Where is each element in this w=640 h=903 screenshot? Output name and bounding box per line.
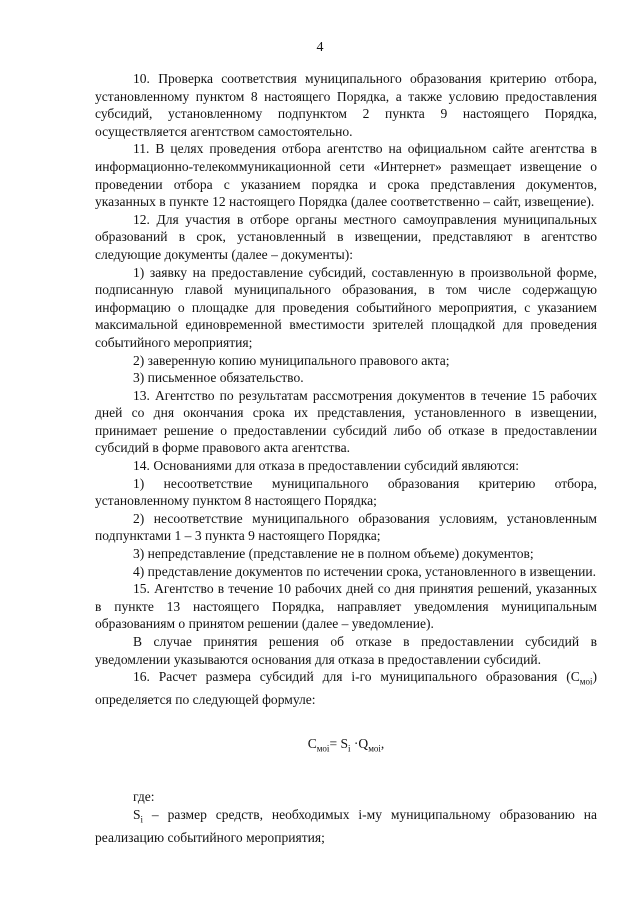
paragraph-13: 13. Агентство по результатам рассмотрения документов в течение 15 рабочих дней со дня окончания срока их представления, установленного в извещении, принимает решение о предоставлении субсидий либо об отказе в предоставлении субсидий в форме правового акта агентства. <box>95 387 597 456</box>
paragraph-14-item-3: 3) непредставление (представление не в полном объеме) документов; <box>133 546 534 562</box>
formula-dot-q: ·Q <box>350 736 369 752</box>
formula-s-sub: i <box>348 743 351 754</box>
formula-eq: = S <box>329 736 348 752</box>
p16-subscript: мoi <box>579 676 593 687</box>
formula-c-sub: мoi <box>316 743 330 754</box>
p16-text-after: ) определяется по следующей формуле: <box>95 669 597 708</box>
formula-q-sub: мoi <box>368 743 381 754</box>
paragraph-12-item-3: 3) письменное обязательство. <box>133 370 304 386</box>
paragraph-11: 11. В целях проведения отбора агентство на официальном сайте агентства в информационно-телекоммуникационной сети «Интернет» размещает извещение о проведении отбора с указанием порядка и срока представления документов, указанных в пункте 12 настоящего Порядка (далее соответственно – сайт, извещение). <box>95 141 597 210</box>
paragraph-12: 12. Для участия в отборе органы местного самоуправления муниципальных образований в срок, установленный в извещении, представляют в агентство следующие документы (далее – документы): <box>95 211 597 262</box>
paragraph-15-refusal: В случае принятия решения об отказе в предоставлении субсидий в уведомлении указываются основания для отказа в предоставлении субсидий. <box>95 634 597 667</box>
paragraph-14-item-2: 2) несоответствие муниципального образования условиям, установленным подпунктами 1 – 3 пункта 9 настоящего Порядка; <box>95 510 597 544</box>
paragraph-16 <box>95 668 597 709</box>
document-body <box>95 70 597 847</box>
paragraph-12-item-1: 1) заявку на предоставление субсидий, составленную в произвольной форме, подписанную главой муниципального образования, в том числе содержащую информацию о площадке для проведения событийного мероприятия, с указанием максимальной единовременной вместимости зрителей площадкой для проведения событийного мероприятия; <box>95 264 597 350</box>
subsidy-formula <box>95 735 597 758</box>
paragraph-15: 15. Агентство в течение 10 рабочих дней со дня принятия решений, указанных в пункте 13 настоящего Порядка, направляет уведомления муниципальным образованиям о принятом решении (далее – уведомление). <box>95 581 597 632</box>
paragraph-10: 10. Проверка соответствия муниципального образования критерию отбора, установленному пунктом 8 настоящего Порядка, а также условию предоставления субсидий, установленному подпунктом 2 пункта 9 настоящего Порядка, осуществляется агентством самостоятельно. <box>95 71 597 139</box>
paragraph-14: 14. Основаниями для отказа в предоставлении субсидий являются: <box>133 458 519 474</box>
where-label: где: <box>133 789 155 805</box>
si-symbol: S <box>133 806 141 822</box>
page-number: 4 <box>316 40 324 55</box>
si-subscript: i <box>140 814 144 825</box>
formula-end: , <box>380 736 385 752</box>
paragraph-14-item-1: 1) несоответствие муниципального образования критерию отбора, установленному пунктом 8 настоящего Порядка; <box>95 475 597 509</box>
p16-text-before: 16. Расчет размера субсидий для i-го муниципального образования (С <box>133 669 580 685</box>
si-text: – размер средств, необходимых i-му муниципальному образованию на реализацию событийного мероприятия; <box>95 806 597 846</box>
paragraph-14-item-4: 4) представление документов по истечении срока, установленного в извещении. <box>133 563 597 579</box>
si-definition <box>95 806 597 847</box>
paragraph-12-item-2: 2) заверенную копию муниципального правового акта; <box>133 352 450 368</box>
formula-c: С <box>307 736 317 752</box>
